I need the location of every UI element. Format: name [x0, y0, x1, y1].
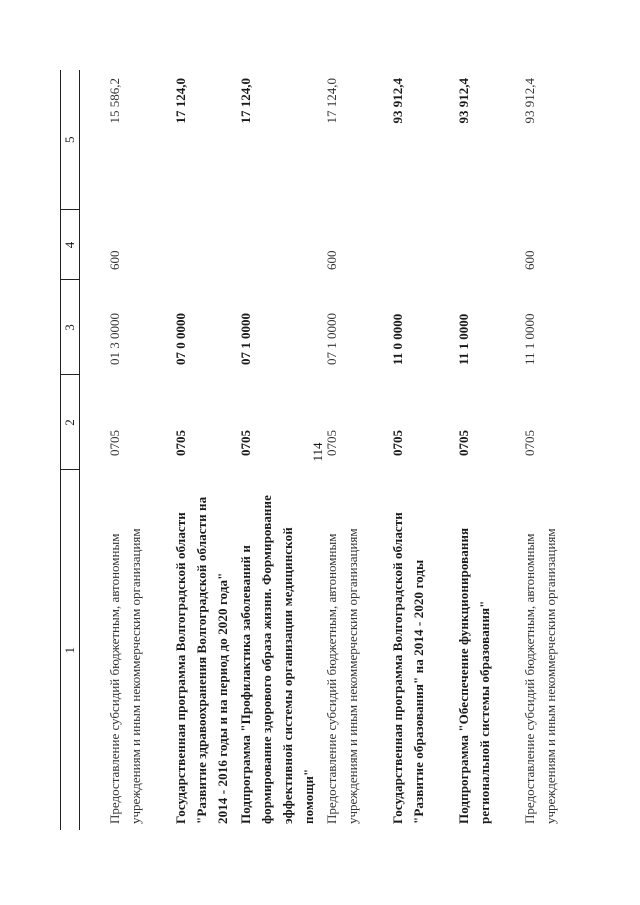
row-description: Предоставление субсидий бюджетным, автономным учреждениям и иным некоммерческим организациям	[107, 528, 143, 824]
row-amount: 15 586,2	[107, 78, 122, 124]
row-amount: 93 912,4	[456, 78, 471, 124]
row-amount: 93 912,4	[390, 78, 405, 124]
budget-table	[60, 70, 561, 830]
row-type: 600	[324, 250, 339, 270]
page-number: 114	[310, 442, 325, 462]
row-code: 11 1 0000	[522, 313, 537, 365]
row-code: 07 1 0000	[324, 313, 339, 365]
row-amount: 93 912,4	[522, 78, 537, 124]
table-row	[319, 70, 363, 830]
row-code: 07 0 0000	[173, 313, 188, 365]
table-row	[233, 70, 319, 830]
table-header	[61, 70, 80, 830]
row-type	[233, 210, 319, 280]
row-section: 0705	[173, 430, 188, 456]
table-row	[385, 70, 429, 830]
row-type: 600	[522, 250, 537, 270]
row-type	[451, 210, 495, 280]
table-row	[451, 70, 495, 830]
row-section: 0705	[456, 430, 471, 456]
row-type: 600	[107, 250, 122, 270]
table-row	[517, 70, 561, 830]
row-code: 01 3 0000	[107, 313, 122, 365]
row-code: 11 0 0000	[390, 313, 405, 365]
row-code: 11 1 0000	[456, 313, 471, 365]
row-description: Государственная программа Волгоградской области "Развитие образования" на 2014 - 2020 годы	[390, 512, 426, 824]
row-description: Подпрограмма "Обеспечение функционирования региональной системы образования"	[456, 527, 492, 824]
row-type	[385, 210, 429, 280]
row-description: Подпрограмма "Профилактика заболеваний и формирование здорового образа жизни. Формирование эффективной системы организации медицинской помощи"	[238, 495, 316, 824]
row-type	[168, 210, 233, 280]
row-description: Предоставление субсидий бюджетным, автономным учреждениям и иным некоммерческим организациям	[324, 528, 360, 824]
column-header-1: 1	[61, 470, 80, 830]
column-header-2: 2	[61, 375, 80, 470]
rotated-document	[60, 70, 558, 830]
table-row	[168, 70, 233, 830]
column-header-5: 5	[61, 70, 80, 210]
column-header-3: 3	[61, 280, 80, 375]
row-section: 0705	[238, 430, 253, 456]
column-header-4: 4	[61, 210, 80, 280]
row-amount: 17 124,0	[173, 78, 188, 124]
row-code: 07 1 0000	[238, 313, 253, 365]
row-section: 0705	[107, 430, 122, 456]
row-amount: 17 124,0	[324, 78, 339, 124]
row-section: 0705	[522, 430, 537, 456]
table-body	[80, 70, 562, 830]
row-description: Предоставление субсидий бюджетным, автономным учреждениям и иным некоммерческим организациям	[522, 528, 558, 824]
row-amount: 17 124,0	[238, 78, 253, 124]
row-section: 0705	[390, 430, 405, 456]
row-description: Государственная программа Волгоградской области "Развитие здравоохранения Волгоградской области на 2014 - 2016 годы и на период до 2020 года"	[173, 496, 230, 824]
row-section: 0705	[324, 430, 339, 456]
table-row	[102, 70, 146, 830]
